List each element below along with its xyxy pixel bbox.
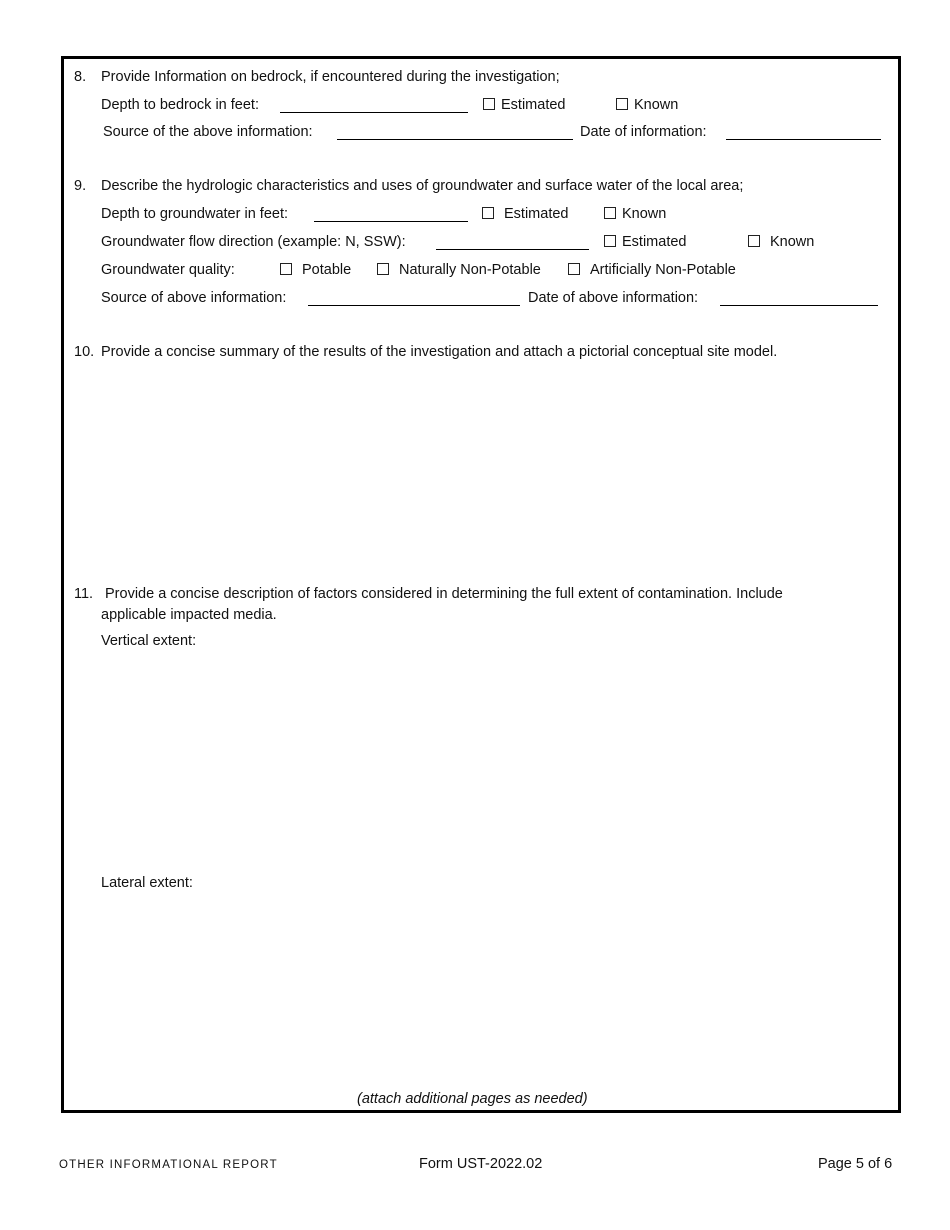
q8-date-label: Date of information: xyxy=(580,124,707,140)
q8-question: Provide Information on bedrock, if encountered during the investigation; xyxy=(101,69,560,85)
q9-naturally-non-potable-checkbox[interactable] xyxy=(377,263,389,275)
q9-potable-checkbox[interactable] xyxy=(280,263,292,275)
q9-depth-label: Depth to groundwater in feet: xyxy=(101,206,289,222)
q9-depth-known-checkbox[interactable] xyxy=(604,207,616,219)
q9-flow-input[interactable] xyxy=(436,249,589,250)
q11-lateral-response-area[interactable] xyxy=(101,897,881,1082)
q9-depth-known-label: Known xyxy=(622,206,667,222)
q9-date-label: Date of above information: xyxy=(528,290,699,306)
q9-question: Describe the hydrologic characteristics and uses of groundwater and surface water of the local area; xyxy=(101,178,744,194)
q11-question-line1: Provide a concise description of factors considered in determining the full extent of contamination. Include xyxy=(105,586,783,602)
q10-number: 10. xyxy=(74,344,95,360)
q9-flow-label: Groundwater flow direction (example: N, SSW): xyxy=(101,234,406,250)
q9-flow-estimated-checkbox[interactable] xyxy=(604,235,616,247)
footer-form-number: Form UST-2022.02 xyxy=(419,1156,543,1172)
q8-date-input[interactable] xyxy=(726,139,881,140)
q9-number: 9. xyxy=(74,178,87,194)
q8-depth-input[interactable] xyxy=(280,112,468,113)
footer-report-title: OTHER INFORMATIONAL REPORT xyxy=(59,1159,278,1171)
q9-depth-estimated-checkbox[interactable] xyxy=(482,207,494,219)
q10-question: Provide a concise summary of the results of the investigation and attach a pictorial conceptual site model. xyxy=(101,344,778,360)
q9-source-input[interactable] xyxy=(308,305,520,306)
q11-vertical-label: Vertical extent: xyxy=(101,633,197,649)
q9-source-label: Source of above information: xyxy=(101,290,287,306)
q8-source-input[interactable] xyxy=(337,139,573,140)
q9-naturally-non-potable-label: Naturally Non-Potable xyxy=(399,262,541,278)
q9-date-input[interactable] xyxy=(720,305,878,306)
q9-artificially-non-potable-checkbox[interactable] xyxy=(568,263,580,275)
q11-vertical-response-area[interactable] xyxy=(101,655,881,865)
q9-quality-label: Groundwater quality: xyxy=(101,262,235,278)
q8-source-label: Source of the above information: xyxy=(103,124,313,140)
q10-response-area[interactable] xyxy=(101,366,881,576)
q9-potable-label: Potable xyxy=(302,262,352,278)
q8-known-label: Known xyxy=(634,97,679,113)
q8-estimated-label: Estimated xyxy=(501,97,566,113)
q9-flow-estimated-label: Estimated xyxy=(622,234,687,250)
q8-estimated-checkbox[interactable] xyxy=(483,98,495,110)
q9-flow-known-label: Known xyxy=(770,234,815,250)
q9-artificially-non-potable-label: Artificially Non-Potable xyxy=(590,262,736,278)
q8-depth-label: Depth to bedrock in feet: xyxy=(101,97,259,113)
q8-number: 8. xyxy=(74,69,87,85)
q11-number: 11. xyxy=(74,586,94,602)
q9-flow-known-checkbox[interactable] xyxy=(748,235,760,247)
q11-lateral-label: Lateral extent: xyxy=(101,875,193,891)
attach-note: (attach additional pages as needed) xyxy=(357,1091,588,1107)
q9-depth-input[interactable] xyxy=(314,221,468,222)
q9-depth-estimated-label: Estimated xyxy=(504,206,569,222)
q11-question-line2: applicable impacted media. xyxy=(101,607,277,623)
footer-page-number: Page 5 of 6 xyxy=(818,1156,893,1172)
q8-known-checkbox[interactable] xyxy=(616,98,628,110)
